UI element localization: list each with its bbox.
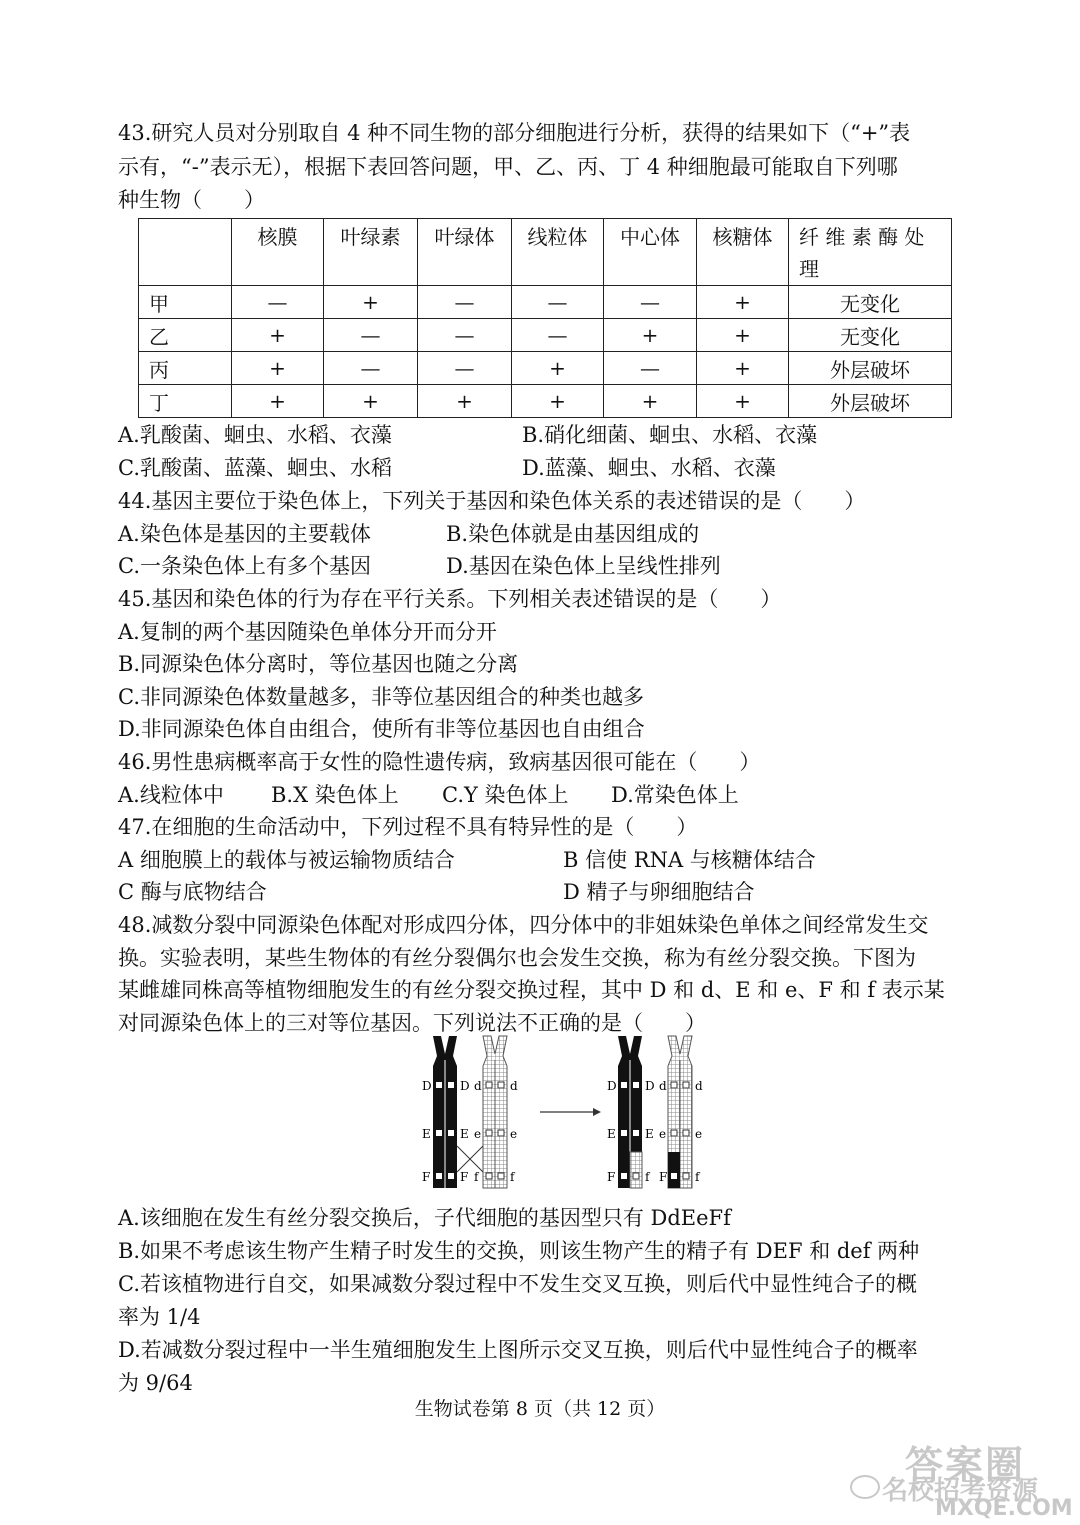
gene-label: d [659,1079,667,1093]
watermark-source-text: 名校招考资源 [882,1476,1039,1506]
table-cell: — [324,319,418,352]
q43-option-b: B.硝化细菌、蛔虫、水稻、衣藻 [522,423,818,447]
table-cell: + [604,319,697,352]
gene-label: E [645,1127,654,1141]
gene-label: D [422,1079,432,1093]
q47-option-b: B 信使 RNA 与核糖体结合 [563,848,816,872]
gene-label: E [460,1127,469,1141]
q48-option-c-line-2: 率为 1/4 [118,1305,201,1329]
q45-option-d: D.非同源染色体自由组合，使所有非等位基因也自由组合 [118,717,645,741]
q43-option-d: D.蓝藻、蛔虫、水稻、衣藻 [522,456,776,480]
q47-option-a: A 细胞膜上的载体与被运输物质结合 [118,848,455,872]
q46-stem: 46.男性患病概率高于女性的隐性遗传病，致病基因很可能在（ ） [118,750,761,774]
q47-option-d: D 精子与卵细胞结合 [563,880,755,904]
table-cell: + [324,286,418,319]
q43-stem-line-1: 43.研究人员对分别取自 4 种不同生物的部分细胞进行分析，获得的结果如下（“+”表 [118,121,911,145]
table-header-cell: 纤 维 素 酶 处 理 [789,219,952,286]
arrow-right-icon [540,1108,601,1116]
table-cell: + [697,352,789,385]
left-black-chromosome [433,1036,457,1188]
table-cell: + [697,319,789,352]
table-header-row [139,219,952,286]
table-row [139,319,952,352]
q48-stem-line-4: 对同源染色体上的三对等位基因。下列说法不正确的是（ ） [118,1011,706,1035]
table-cell: — [418,319,512,352]
gene-label: f [510,1170,515,1184]
q45-stem: 45.基因和染色体的行为存在平行关系。下列相关表述错误的是（ ） [118,587,782,611]
table-header-cell: 线粒体 [512,219,604,286]
q46-option-b: B.X 染色体上 [271,783,399,807]
table-cell: + [324,385,418,418]
gene-label: f [695,1170,700,1184]
table-cell: + [232,352,324,385]
table-row [139,385,952,418]
q45-option-a: A.复制的两个基因随染色单体分开而分开 [118,620,497,644]
q44-option-a: A.染色体是基因的主要载体 [118,522,371,546]
table-cell: — [512,319,604,352]
table-header-cell: 核膜 [232,219,324,286]
wechat-icon [850,1475,880,1499]
gene-label: D [607,1079,617,1093]
q43-option-c: C.乳酸菌、蓝藻、蛔虫、水稻 [118,456,392,480]
q46-option-a: A.线粒体中 [118,783,224,807]
gene-label: D [645,1079,655,1093]
q47-option-c: C 酶与底物结合 [118,880,267,904]
table-cell: — [604,352,697,385]
q48-option-b: B.如果不考虑该生物产生精子时发生的交换，则该生物产生的精子有 DEF 和 def 两种 [118,1239,920,1263]
gene-label: F [460,1170,469,1184]
q44-option-b: B.染色体就是由基因组成的 [446,522,700,546]
gene-label: e [510,1127,518,1141]
watermark-url-text: MXQE.COM [935,1496,1073,1521]
q44-stem: 44.基因主要位于染色体上，下列关于基因和染色体关系的表述错误的是（ ） [118,489,866,513]
cell-comparison-table [138,218,952,418]
table-cell: 外层破坏 [789,352,952,385]
table-cell: 无变化 [789,286,952,319]
gene-label: F [422,1170,431,1184]
right-black-chromosome [618,1036,642,1188]
table-cell: 甲 [139,286,232,319]
table-cell: — [604,286,697,319]
gene-label: d [474,1079,482,1093]
table-cell: + [418,385,512,418]
gene-label: E [422,1127,431,1141]
table-cell: + [512,385,604,418]
q46-option-c: C.Y 染色体上 [442,783,569,807]
table-cell: + [232,319,324,352]
q48-stem-line-3: 某雌雄同株高等植物细胞发生的有丝分裂交换过程，其中 D 和 d、E 和 e、F 和 f 表示某 [118,978,945,1002]
table-cell: — [512,286,604,319]
table-cell: 无变化 [789,319,952,352]
table-header-cell: 核糖体 [697,219,789,286]
table-cell: — [232,286,324,319]
table-cell: + [232,385,324,418]
table-header-cell: 叶绿体 [418,219,512,286]
q48-stem-line-1: 48.减数分裂中同源染色体配对形成四分体，四分体中的非姐妹染色单体之间经常发生交 [118,913,929,937]
right-hatched-chromosome [668,1036,692,1188]
gene-label: e [659,1127,667,1141]
table-cell: 丁 [139,385,232,418]
q43-stem-line-3: 种生物（ ） [118,188,265,212]
q48-option-a: A.该细胞在发生有丝分裂交换后，子代细胞的基因型只有 DdEeFf [118,1206,731,1230]
gene-label: d [510,1079,518,1093]
q43-stem-line-2: 示有，“-”表示无），根据下表回答问题，甲、乙、丙、丁 4 种细胞最可能取自下列哪 [118,155,898,179]
table-cell: + [512,352,604,385]
q44-option-c: C.一条染色体上有多个基因 [118,554,371,578]
table-cell: — [418,286,512,319]
table-cell: — [324,352,418,385]
table-cell: + [697,385,789,418]
gene-label: f [474,1170,479,1184]
gene-label: E [607,1127,616,1141]
q48-option-d-line-2: 为 9/64 [118,1371,193,1395]
gene-label: D [460,1079,470,1093]
q48-stem-line-2: 换。实验表明，某些生物体的有丝分裂偶尔也会发生交换，称为有丝分裂交换。下图为 [118,946,916,970]
table-row [139,352,952,385]
page-footer: 生物试卷第 8 页（共 12 页） [414,1398,666,1420]
gene-label: d [695,1079,703,1093]
gene-label: F [659,1170,668,1184]
table-cell: + [697,286,789,319]
table-row [139,286,952,319]
q47-stem: 47.在细胞的生命活动中，下列过程不具有特异性的是（ ） [118,815,698,839]
q43-option-a: A.乳酸菌、蛔虫、水稻、衣藻 [118,423,392,447]
table-cell: — [418,352,512,385]
watermark-logo-text: 答案圈 [905,1443,1026,1487]
q45-option-c: C.非同源染色体数量越多，非等位基因组合的种类也越多 [118,685,644,709]
q48-option-d-line-1: D.若减数分裂过程中一半生殖细胞发生上图所示交叉互换，则后代中显性纯合子的概率 [118,1338,918,1362]
left-hatched-chromosome [483,1036,507,1188]
table-cell: 外层破坏 [789,385,952,418]
q45-option-b: B.同源染色体分离时，等位基因也随之分离 [118,652,519,676]
table-cell: 乙 [139,319,232,352]
table-header-cell [139,219,232,286]
gene-label: F [607,1170,616,1184]
mitotic-crossover-figure [415,1032,725,1192]
table-header-cell: 叶绿素 [324,219,418,286]
gene-label: f [645,1170,650,1184]
q44-option-d: D.基因在染色体上呈线性排列 [446,554,721,578]
gene-label: e [695,1127,703,1141]
q46-option-d: D.常染色体上 [611,783,739,807]
q48-option-c-line-1: C.若该植物进行自交，如果减数分裂过程中不发生交叉互换，则后代中显性纯合子的概 [118,1272,917,1296]
gene-label: e [474,1127,482,1141]
table-cell: + [604,385,697,418]
table-cell: 丙 [139,352,232,385]
table-header-cell: 中心体 [604,219,697,286]
